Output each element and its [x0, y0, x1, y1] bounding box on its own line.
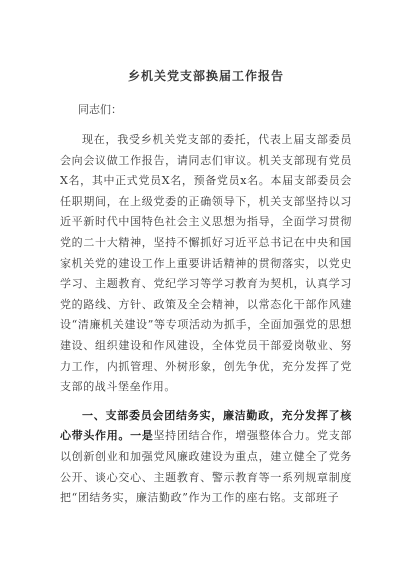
salutation: 同志们：: [78, 103, 122, 116]
section-1-lead: 一是: [130, 429, 154, 443]
intro-paragraph: 现在，我受乡机关党支部的委托，代表上届支部委员会向会议做工作报告，请同志们审议。机关支部现有党员X名，其中正式党员X名，预备党员x名。本届支部委员会任职期间，在上级党委的正确领导下，机关支部坚持以习近平新时代中国特色社会主义思想为指导，全面学习贯彻党的二十大精神，坚持不懈抓好习近平总书记在中央和国家机关党的建设工作上重要讲话精神的贯彻落实，以党史学习、主题教育、党纪学习等学习教育为契机，认真学习党的路线、方针、政策及全会精神，以常态化干部作风建设“清廉机关建设”等专项活动为抓手，全面加强党的思想建设、组织建设和作风建设，全体党员干部爱岗敬业、努力工作，内抓管理、外树形象，创先争优，充分发挥了党支部的战斗堡垒作用。: [60, 133, 352, 394]
section-1-paragraph: [60, 406, 352, 509]
section-1-text: 坚持团结合作，增强整体合力。党支部以创新创业和加强党风廉政建设为重点，建立健全了党务公开、谈心交心、主题教育、警示教育等一系列规章制度把“团结务实，廉洁勤政”作为工作的座右铭。支部班子: [60, 429, 353, 505]
document-title: 乡机关党支部换届工作报告: [127, 69, 284, 83]
section-1-heading: 一、支部委员会团结务实，廉洁勤政，充分发挥了核心带头作用。: [60, 408, 352, 443]
